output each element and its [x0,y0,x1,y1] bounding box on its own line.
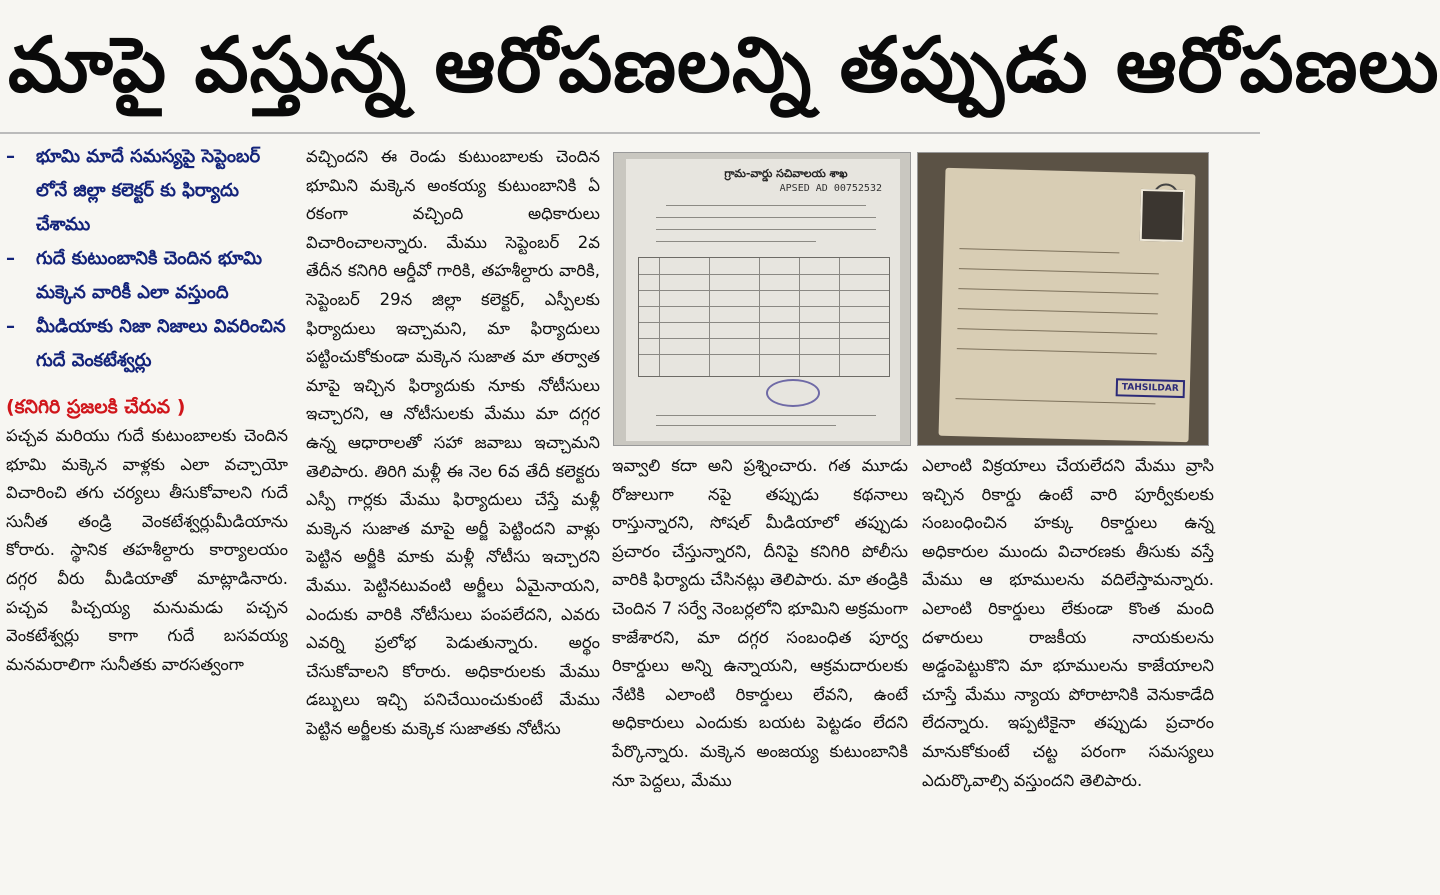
document-number: APSED AD 00752532 [779,183,882,194]
portrait-photo [1140,189,1185,242]
dateline: (కనిగిరి ప్రజలకి చేరువ ) [6,396,186,418]
article-text-col2: వచ్చిందని ఈ రెండు కుటుంబాలకు చెందిన భూమిని మక్కెన అంకయ్య కుటుంబానికి ఏ రకంగా వచ్చింది అధికారులు విచారించాలన్నారు. మేము సెప్టెంబర్ 2వ తేదీన కనిగిరి ఆర్డీవో గారికి, తహశీల్దారు వారికి, సెప్టెంబర్ 29న జిల్లా కలెక్టర్, ఎస్పీలకు ఫిర్యాదులు ఇచ్చామని, మా ఫిర్యాదులు పట్టించుకోకుండా మక్కెన సుజాత మా తర్వాత మాపై ఇచ్చిన ఫిర్యాదుకు నూకు నోటీసులు ఇచ్చారని, ఆ నోటీసులకు మేము మా దగ్గర ఉన్న ఆధారాలతో సహా జవాబు ఇచ్చామని తెలిపారు. తిరిగి మళ్లీ ఈ నెల 6వ తేదీ కలెక్టరు ఎస్పీ గార్లకు మేము ఫిర్యాదులు చేస్తే మళ్లీ మక్కెన సుజాత మాపై అర్జీ పెట్టిందని వాళ్లు పెట్టిన అర్జీకి మాకు మళ్లీ నోటీసు ఇచ్చారని మేము. పెట్టినటువంటి అర్జీలు ఏమైనాయని, ఎందుకు వారికి నోటీసులు పంపలేదని, ఎవరు ఎవర్ని ప్రలోభ పెడుతున్నారు. అర్థం చేసుకోవాలని కోరారు. అధికారులకు మేము డబ్బులు ఇచ్చి పనిచేయించుకుంటే మేము పెట్టిన అర్జీలకు మక్కెక సుజాతకు నోటీసు [306,147,600,738]
column-4 [922,452,1214,892]
document-line [656,425,836,426]
article-text-col1: పచ్చవ మరియు గుదే కుటుంబాలకు చెందిన భూమి మక్కెన వాళ్లకు ఎలా వచ్చాయో విచారించి తగు చర్యలు తీసుకోవాలని గుదే సునీత తండ్రి వెంకటేశ్వర్లుమీడియాను కోరారు. స్థానిక తహశీల్దారు కార్యాలయం దగ్గర వీరు మీడియాతో మాట్లాడినారు. పచ్చవ పిచ్చయ్య మనుమడు పచ్చన వెంకటేశ్వర్లు కాగా గుదే బసవయ్య మనమరాలిగా సునీతకు వారసత్వంగా [6,426,288,674]
article-text-col3: ఇవ్వాలి కదా అని ప్రశ్నించారు. గత మూడు రోజులుగా నపై తప్పుడు కథనాలు రాస్తున్నారని, సోషల్ మీడియాలో తప్పుడు ప్రచారం చేస్తున్నారని, దీనిపై కనిగిరి పోలీసు వారికి ఫిర్యాదు చేసినట్లు తెలిపారు. మా తండ్రికి చెందిన 7 సర్వే నెంబర్లలోని భూమిని అక్రమంగా కాజేశారని, మా దగ్గర సంబంధిత పూర్వ రికార్డులు అన్ని ఉన్నాయని, ఆక్రమదారులకు నేటికి ఎలాంటి రికార్డులు లేవని, ఉంటే అధికారులు ఎందుకు బయట పెట్టడం లేదని పేర్కొన్నారు. మక్కెన అంజయ్య కుటుంబానికి నూ పెద్దలు, మేము [612,456,908,790]
document-header: గ్రామ-వార్డు సచివాలయ శాఖ [724,167,848,180]
bullet-item: – మీడియాకు నిజా నిజాలు వివరించిన గుదే వెంకటేశ్వర్లు [6,316,286,371]
headline: మాపై వస్తున్న ఆరోపణలన్ని తప్పుడు ఆరోపణలు [8,20,1440,109]
document-photo [613,152,911,446]
bullet-item: – భూమి మాదే సమస్యపై సెప్టెంబర్ లోనే జిల్లా కలెక్టర్ కు ఫిర్యాదు చేశాము [6,146,261,235]
document-line [656,241,816,242]
document-line [656,229,876,230]
divider [0,132,1260,134]
document-sheet [626,159,900,441]
highlight-bullets [6,140,288,378]
column-3 [612,452,908,892]
column-2 [306,143,600,891]
tahsildar-stamp: TAHSILDAR [1116,378,1185,398]
bullet-item: – గుదే కుటుంబానికి చెందిన భూమి మక్కెన వారికీ ఎలా వస్తుంది [6,248,263,303]
document-line [666,205,866,206]
document-line [656,217,876,218]
ledger-page [939,168,1196,442]
ledger-photo [917,152,1209,446]
column-1 [6,140,288,890]
signature-stamp [766,379,820,407]
document-line [656,415,876,416]
document-table [638,257,890,377]
article-text-col4: ఎలాంటి విక్రయాలు చేయలేదని మేము వ్రాసి ఇచ్చిన రికార్డు ఉంటే వారి పూర్వీకులకు సంబంధించిన హక్కు రికార్డులు ఉన్న అధికారుల ముందు విచారణకు తీసుకు వస్తే మేము ఆ భూములను వదిలేస్తామన్నారు. ఎలాంటి రికార్డులు లేకుండా కొంత మంది దళారులు రాజకీయ నాయకులను అడ్డంపెట్టుకొని మా భూములను కాజేయాలని చూస్తే మేము న్యాయ పోరాటానికి వెనుకాడేది లేదన్నారు. ఇప్పటికైనా తప్పుడు ప్రచారం మానుకోకుంటే చట్ట పరంగా సమస్యలు ఎదుర్కొవాల్సి వస్తుందని తెలిపారు. [922,456,1214,790]
